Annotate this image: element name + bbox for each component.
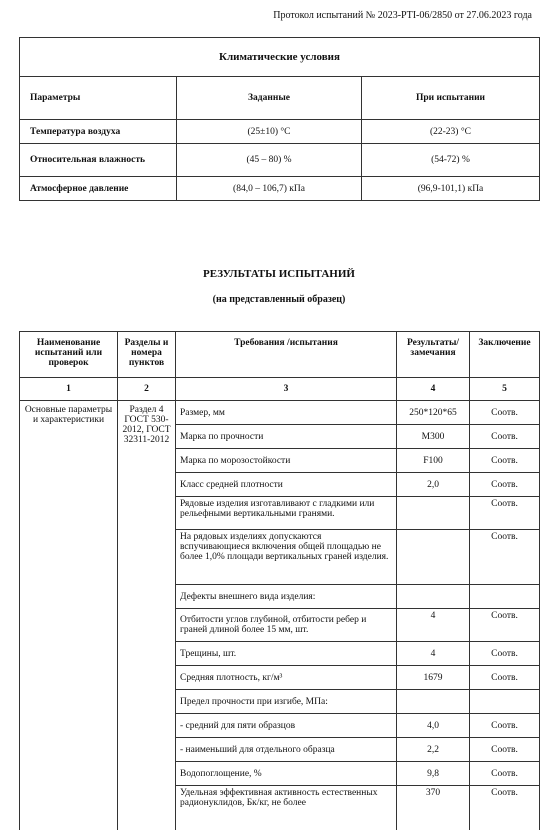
group-name: Основные параметры и характеристики (20, 401, 118, 831)
requirement: На рядовых изделиях допускаются вспучивающиеся включения общей площадью не более 1,0% площади вертикальных граней изделия. (176, 530, 397, 585)
climate-header-actual: При испытании (362, 77, 540, 120)
climate-row (20, 120, 540, 144)
requirement: Средняя плотность, кг/м³ (176, 666, 397, 690)
climate-param: Температура воздуха (20, 120, 177, 144)
col-number: 1 (20, 378, 118, 401)
climate-actual: (96,9-101,1) кПа (362, 177, 540, 201)
conclusion: Соотв. (470, 449, 540, 473)
conclusion (470, 690, 540, 714)
col-number: 2 (118, 378, 176, 401)
col-number: 5 (470, 378, 540, 401)
climate-table (19, 37, 540, 201)
results-subtitle: (на представленный образец) (212, 294, 346, 305)
conclusion: Соотв. (470, 497, 540, 530)
result: 9,8 (397, 762, 470, 786)
result (397, 497, 470, 530)
requirement: - средний для пяти образцов (176, 714, 397, 738)
requirement: Марка по прочности (176, 425, 397, 449)
climate-set: (25±10) °С (177, 120, 362, 144)
climate-header-param: Параметры (20, 77, 177, 120)
group-section: Раздел 4 ГОСТ 530-2012, ГОСТ 32311-2012 (118, 401, 176, 831)
result: 1679 (397, 666, 470, 690)
result (397, 690, 470, 714)
result: М300 (397, 425, 470, 449)
result: 4,0 (397, 714, 470, 738)
conclusion: Соотв. (470, 473, 540, 497)
requirement: Размер, мм (176, 401, 397, 425)
requirement: Класс средней плотности (176, 473, 397, 497)
conclusion: Соотв. (470, 714, 540, 738)
conclusion: Соотв. (470, 762, 540, 786)
conclusion: Соотв. (470, 401, 540, 425)
conclusion: Соотв. (470, 530, 540, 585)
climate-caption: Климатические условия (20, 38, 540, 77)
result (397, 585, 470, 609)
result: F100 (397, 449, 470, 473)
conclusion (470, 585, 540, 609)
results-header-name: Наименование испытаний или проверок (20, 332, 118, 378)
climate-param: Атмосферное давление (20, 177, 177, 201)
conclusion: Соотв. (470, 738, 540, 762)
requirement: Предел прочности при изгибе, МПа: (176, 690, 397, 714)
climate-header-set: Заданные (177, 77, 362, 120)
result: 370 (397, 786, 470, 831)
col-number: 3 (176, 378, 397, 401)
result: 4 (397, 642, 470, 666)
climate-actual: (22-23) °С (362, 120, 540, 144)
requirement: Рядовые изделия изготавливают с гладкими или рельефными вертикальными гранями. (176, 497, 397, 530)
conclusion: Соотв. (470, 786, 540, 831)
requirement: Трещины, шт. (176, 642, 397, 666)
results-title: РЕЗУЛЬТАТЫ ИСПЫТАНИЙ (203, 268, 355, 280)
protocol-header: Протокол испытаний № 2023-PTI-06/2850 от 27.06.2023 года (273, 10, 532, 21)
result: 250*120*65 (397, 401, 470, 425)
climate-row (20, 177, 540, 201)
requirement: Дефекты внешнего вида изделия: (176, 585, 397, 609)
climate-set: (84,0 – 106,7) кПа (177, 177, 362, 201)
conclusion: Соотв. (470, 642, 540, 666)
requirement: Водопоглощение, % (176, 762, 397, 786)
result: 4 (397, 609, 470, 642)
climate-actual: (54-72) % (362, 144, 540, 177)
climate-set: (45 – 80) % (177, 144, 362, 177)
conclusion: Соотв. (470, 425, 540, 449)
col-number: 4 (397, 378, 470, 401)
climate-param: Относительная влажность (20, 144, 177, 177)
table-row (20, 401, 540, 425)
result: 2,2 (397, 738, 470, 762)
results-header-conclusion: Заключение (470, 332, 540, 378)
results-table (19, 331, 540, 830)
conclusion: Соотв. (470, 666, 540, 690)
result (397, 530, 470, 585)
requirement: Удельная эффективная активность естественных радионуклидов, Бк/кг, не более (176, 786, 397, 831)
results-header-results: Результаты/ замечания (397, 332, 470, 378)
result: 2,0 (397, 473, 470, 497)
requirement: Отбитости углов глубиной, отбитости ребер и граней длиной более 15 мм, шт. (176, 609, 397, 642)
results-header-section: Разделы и номера пунктов (118, 332, 176, 378)
requirement: - наименьший для отдельного образца (176, 738, 397, 762)
results-header-requirements: Требования /испытания (176, 332, 397, 378)
climate-row (20, 144, 540, 177)
conclusion: Соотв. (470, 609, 540, 642)
requirement: Марка по морозостойкости (176, 449, 397, 473)
